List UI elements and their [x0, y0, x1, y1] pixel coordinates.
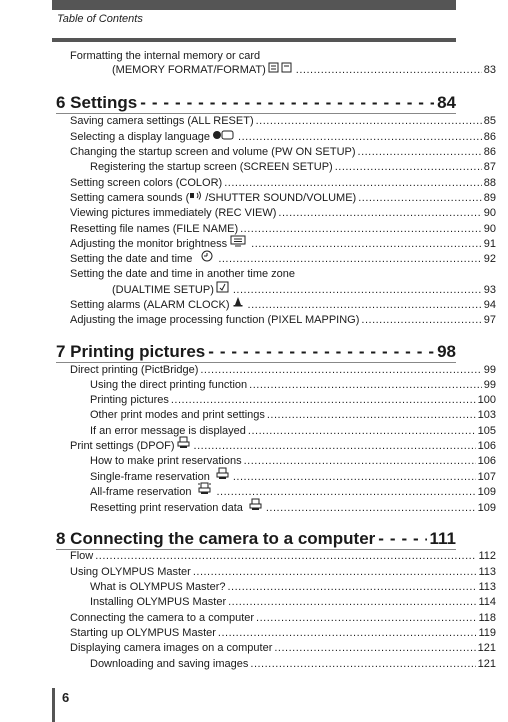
clock-icon — [200, 250, 214, 266]
header-title: Table of Contents — [57, 13, 143, 25]
toc-entry[interactable]: Resetting print reservation data ..... 109 — [90, 502, 496, 515]
toc-entry[interactable]: Print settings (DPOF) ..... 106 — [70, 440, 496, 453]
toc-entry[interactable]: Connecting the camera to a computer ..... 118 — [70, 612, 496, 625]
toc-entry[interactable]: Flow ..... 112 — [70, 550, 496, 563]
chapter-7-heading[interactable]: 7 Printing pictures - - - 98 — [56, 340, 456, 362]
all-print-icon — [197, 482, 212, 499]
toc-entry[interactable]: Adjusting the monitor brightness ..... 91 — [70, 238, 496, 251]
internal-memory-icon — [268, 62, 292, 77]
toc-entry[interactable]: Using OLYMPUS Master ..... 113 — [70, 566, 496, 579]
toc-entry[interactable]: Resetting file names (FILE NAME) ..... 90 — [70, 223, 496, 236]
toc-entry[interactable]: Changing the startup screen and volume (PW ON SETUP) ..... 86 — [70, 146, 496, 159]
toc-entry[interactable]: Saving camera settings (ALL RESET) ..... 85 — [70, 115, 496, 128]
toc-entry[interactable]: Direct printing (PictBridge) ..... 99 — [70, 364, 496, 377]
chapter-rule — [56, 362, 456, 363]
toc-entry[interactable]: Single-frame reservation ..... 107 — [90, 471, 496, 484]
toc-entry[interactable]: (DUALTIME SETUP) ..... 93 — [112, 284, 496, 297]
toc-entry[interactable]: Downloading and saving images ..... 121 — [90, 658, 496, 671]
alarm-icon — [232, 296, 244, 312]
header-rule — [52, 38, 456, 42]
toc-entry[interactable]: All-frame reservation ..... 109 — [90, 486, 496, 499]
print-icon — [249, 498, 262, 515]
toc-entry[interactable]: Setting screen colors (COLOR) ..... 88 — [70, 177, 496, 190]
toc-entry[interactable]: Selecting a display language ..... 86 — [70, 131, 496, 144]
toc-entry[interactable]: Using the direct printing function ..... 99 — [90, 379, 496, 392]
monitor-brightness-icon — [229, 235, 247, 251]
toc-entry[interactable]: Setting camera sounds ( /SHUTTER SOUND/VOLUME) ..... 89 — [70, 192, 496, 205]
chapter-rule — [56, 113, 456, 114]
intro-line-1[interactable]: Formatting the internal memory or card — [70, 50, 261, 62]
toc-entry[interactable]: Other print modes and print settings ..... 103 — [90, 409, 496, 422]
intro-entry[interactable]: (MEMORY FORMAT/FORMAT) ..... 83 — [112, 64, 496, 77]
sound-icon — [189, 190, 205, 205]
toc-entry[interactable]: Installing OLYMPUS Master ..... 114 — [90, 596, 496, 609]
chapter-8-heading[interactable]: 8 Connecting the camera to a computer - - - 111 — [56, 527, 456, 549]
toc-entry[interactable]: Starting up OLYMPUS Master ..... 119 — [70, 627, 496, 640]
toc-entry[interactable]: Displaying camera images on a computer ..... 121 — [70, 642, 496, 655]
print-icon — [177, 436, 190, 453]
toc-entry[interactable]: Adjusting the image processing function (PIXEL MAPPING) ..... 97 — [70, 314, 496, 327]
toc-entry[interactable]: Registering the startup screen (SCREEN SETUP) ..... 87 — [90, 161, 496, 174]
toc-entry[interactable]: Viewing pictures immediately (REC VIEW) ..... 90 — [70, 207, 496, 220]
chapter-6-heading[interactable]: 6 Settings - - - 84 — [56, 91, 456, 113]
toc-entry[interactable]: What is OLYMPUS Master? ..... 113 — [90, 581, 496, 594]
toc-entry[interactable]: Printing pictures ..... 100 — [90, 394, 496, 407]
header-bar — [52, 0, 456, 10]
toc-entry[interactable]: How to make print reservations ..... 106 — [90, 455, 496, 468]
page-number-bar — [52, 688, 55, 722]
print-icon — [216, 467, 229, 484]
toc-entry[interactable]: Setting alarms (ALARM CLOCK) ..... 94 — [70, 299, 496, 312]
toc-entry[interactable]: If an error message is displayed ..... 105 — [90, 425, 496, 438]
language-icon — [212, 129, 234, 144]
page-number: 6 — [62, 690, 70, 705]
toc-entry-line[interactable]: Setting the date and time in another time zone — [70, 268, 296, 280]
dualtime-icon — [216, 281, 229, 297]
toc-entry[interactable]: Setting the date and time ..... 92 — [70, 253, 496, 266]
